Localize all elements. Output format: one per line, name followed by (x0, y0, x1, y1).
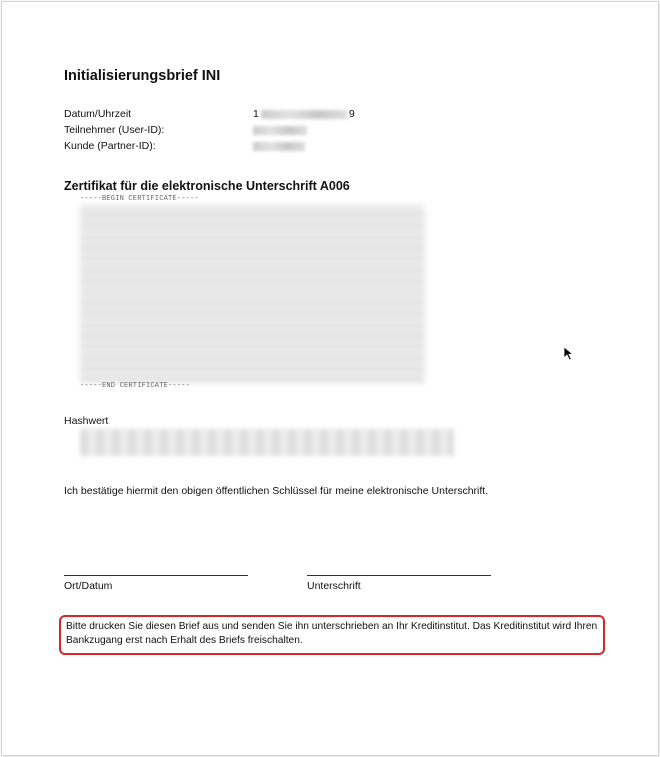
redacted-hash-value (80, 429, 454, 456)
document-title: Initialisierungsbrief INI (64, 68, 221, 84)
notice-text: Bitte drucken Sie diesen Brief aus und senden Sie ihn unterschrieben an Ihr Kreditinstitut. Das Kreditinstitut wird Ihren Bankzugang erst nach Erhalt des Briefs freischalten. (66, 621, 598, 646)
meta-value-partner-id (253, 140, 305, 152)
document-page (1, 1, 659, 756)
mouse-cursor-icon (563, 346, 575, 362)
meta-value-datetime (253, 108, 355, 120)
redacted-certificate-body (80, 205, 425, 383)
signature-line (307, 575, 491, 576)
meta-label-user-id: Teilnehmer (User-ID): (64, 124, 165, 136)
certificate-heading: Zertifikat für die elektronische Unterschrift A006 (64, 179, 350, 193)
meta-value-user-id (253, 124, 307, 136)
meta-label-partner-id: Kunde (Partner-ID): (64, 140, 156, 152)
place-date-line (64, 575, 248, 576)
hash-label: Hashwert (64, 415, 109, 427)
confirmation-text: Ich bestätige hiermit den obigen öffentlichen Schlüssel für meine elektronische Unterschrift. (64, 485, 489, 497)
signature-label: Unterschrift (307, 580, 361, 592)
place-date-label: Ort/Datum (64, 580, 113, 592)
certificate-end-marker: -----END CERTIFICATE----- (80, 382, 191, 390)
meta-label-datetime: Datum/Uhrzeit (64, 108, 132, 120)
notice-box (59, 615, 605, 655)
redacted-user-id (253, 126, 307, 135)
certificate-begin-marker: -----BEGIN CERTIFICATE----- (80, 195, 199, 203)
redacted-datetime (261, 110, 347, 119)
meta-value-datetime-start: 1 (253, 108, 259, 120)
meta-value-datetime-end: 9 (348, 108, 355, 120)
redacted-partner-id (253, 142, 305, 151)
